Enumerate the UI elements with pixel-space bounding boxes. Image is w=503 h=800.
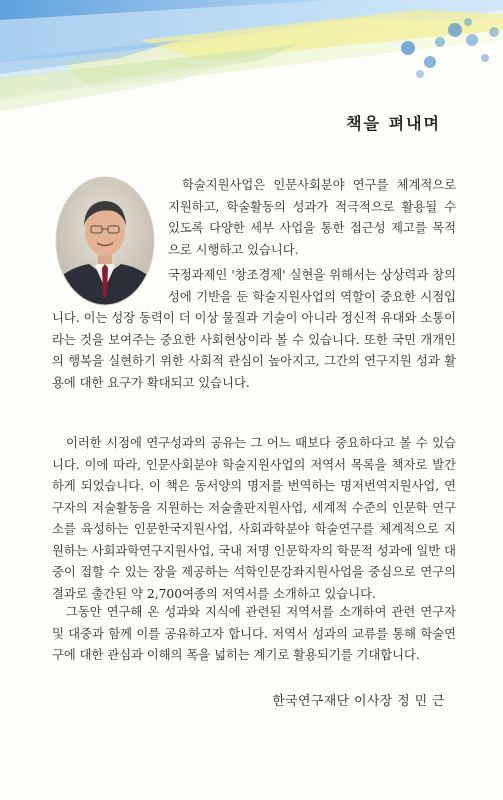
paragraph-closing: 그동안 연구해 온 성과와 지식에 관련된 저역서를 소개하여 관련 연구자 및 대중과 함께 이를 공유하고자 합니다. 저역서 성과의 교류를 통해 학술연구에 대한 관심과 이해의 폭을 넓히는 계기로 활용되기를 기대합니다. [52,605,456,662]
signature: 한국연구재단 이사장 정 민 근 [272,694,445,709]
paragraph-research-sharing: 이러한 시점에 연구성과의 공유는 그 어느 때보다 중요하다고 볼 수 있습니다. 이에 따라, 인문사회분야 학술지원사업의 저역서 목록을 책자로 발간하게 되었습니다. 이 책은 동서양의 명저를 번역하는 명저번역지원사업, 연구자의 저술활동을 지원하는 저술출판지원사업, 세계적 수준의 인문학 연구소를 육성하는 인문한국지원사업, 사회과학분야 학술연구를 체계적으로 지원하는 사회과학연구지원사업, 국내 저명 인문학자의 학문적 성과에 일반 대중이 접할 수 있는 장을 제공하는 석학인문강좌지원사업을 중심으로 연구의 결과로 출간된 약 2,700여종의 저역서를 소개하고 있습니다. [52,436,456,601]
paragraph-creative-economy: 국정과제인 '창조경제' 실현을 위해서는 상상력과 창의성에 기반을 둔 학술지원사업의 역할이 중요한 시점입니다. 이는 성장 동력이 더 이상 물질과 기술이 아니라 정신적 유대와 소통이라는 것을 보여주는 중요한 사회현상이라 볼 수 있습니다. 또한 국민 개개인의 행복을 실현하기 위한 사회적 관심이 높아지고, 그간의 연구지원 성과 활용에 대한 요구가 확대되고 있습니다. [52,265,456,394]
paragraph-intro: 학술지원사업은 인문사회분야 연구를 체계적으로 지원하고, 학술활동의 성과가 적극적으로 활용될 수 있도록 다양한 세부 사업을 통한 접근성 제고를 목적으로 시행하고 있습니다. [168,178,456,257]
page-title: 책을 펴내며 [346,114,441,133]
portrait-wrap-spacer [52,265,168,308]
decorative-banner [0,0,503,120]
